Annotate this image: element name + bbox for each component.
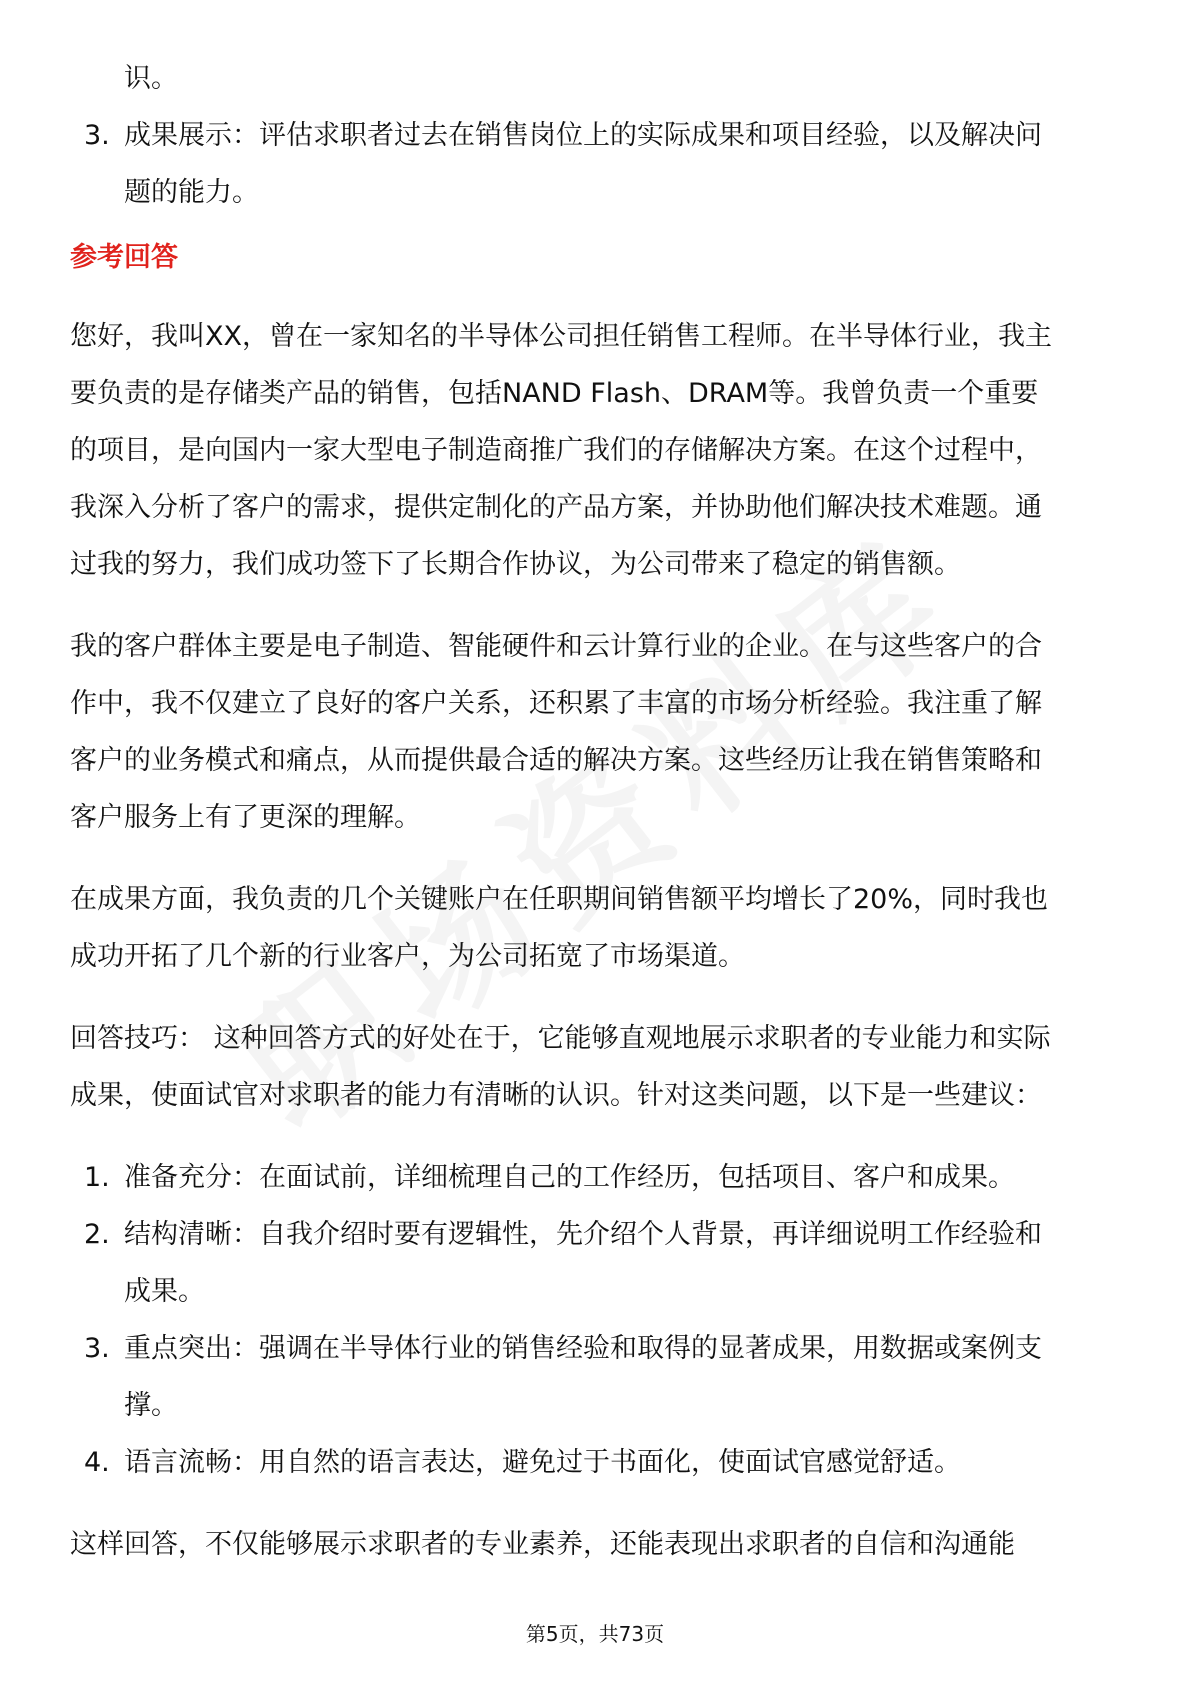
paragraph-line: 在成果方面，我负责的几个关键账户在任职期间销售额平均增长了20%，同时我也 xyxy=(70,884,1049,915)
paragraph-line: 您好，我叫XX，曾在一家知名的半导体公司担任销售工程师。在半导体行业，我主 xyxy=(70,321,1052,352)
paragraph-line: 作中，我不仅建立了良好的客户关系，还积累了丰富的市场分析经验。我注重了解 xyxy=(70,688,1042,719)
list-continuation-line: 识。 xyxy=(124,63,178,94)
tip-item-2 xyxy=(70,1206,1130,1320)
list-number: 3. xyxy=(84,120,110,151)
list-text: 准备充分：在面试前，详细梳理自己的工作经历，包括项目、客户和成果。 xyxy=(124,1162,1015,1193)
paragraph-line: 这样回答，不仅能够展示求职者的专业素养，还能表现出求职者的自信和沟通能 xyxy=(70,1529,1015,1560)
assessment-list-item-3 xyxy=(70,107,1130,221)
list-number: 1. xyxy=(84,1162,110,1193)
list-number: 2. xyxy=(84,1219,110,1250)
paragraph-line: 的项目，是向国内一家大型电子制造商推广我们的存储解决方案。在这个过程中， xyxy=(70,435,1042,466)
paragraph-line: 成果，使面试官对求职者的能力有清晰的认识。针对这类问题，以下是一些建议： xyxy=(70,1080,1042,1111)
paragraph-line: 我的客户群体主要是电子制造、智能硬件和云计算行业的企业。在与这些客户的合 xyxy=(70,631,1042,662)
paragraph-line: 回答技巧： 这种回答方式的好处在于，它能够直观地展示求职者的专业能力和实际 xyxy=(70,1023,1051,1054)
paragraph-line: 我深入分析了客户的需求，提供定制化的产品方案，并协助他们解决技术难题。通 xyxy=(70,492,1042,523)
paragraph-line: 客户服务上有了更深的理解。 xyxy=(70,802,421,833)
list-text: 结构清晰：自我介绍时要有逻辑性，先介绍个人背景，再详细说明工作经验和 xyxy=(124,1219,1042,1250)
list-text-continuation: 题的能力。 xyxy=(124,177,259,208)
list-text: 成果展示：评估求职者过去在销售岗位上的实际成果和项目经验，以及解决问 xyxy=(124,120,1042,151)
answer-paragraph-2 xyxy=(70,618,1130,846)
list-text: 语言流畅：用自然的语言表达，避免过于书面化，使面试官感觉舒适。 xyxy=(124,1447,961,1478)
list-text-continuation: 撑。 xyxy=(124,1390,178,1421)
section-heading: 参考回答 xyxy=(70,242,178,273)
list-text: 重点突出：强调在半导体行业的销售经验和取得的显著成果，用数据或案例支 xyxy=(124,1333,1042,1364)
paragraph-line: 客户的业务模式和痛点，从而提供最合适的解决方案。这些经历让我在销售策略和 xyxy=(70,745,1042,776)
tips-list xyxy=(70,1149,1130,1491)
page-number: 第5页，共73页 xyxy=(525,1622,665,1646)
tip-item-4 xyxy=(70,1434,1130,1491)
list-text-continuation: 成果。 xyxy=(124,1276,205,1307)
answer-paragraph-3 xyxy=(70,871,1130,985)
closing-paragraph xyxy=(70,1516,1130,1573)
document-body xyxy=(70,50,1130,1573)
tip-item-1 xyxy=(70,1149,1130,1206)
answer-paragraph-1 xyxy=(70,308,1130,593)
list-number: 3. xyxy=(84,1333,110,1364)
tip-item-3 xyxy=(70,1320,1130,1434)
paragraph-line: 成功开拓了几个新的行业客户，为公司拓宽了市场渠道。 xyxy=(70,941,745,972)
tips-intro-paragraph xyxy=(70,1010,1130,1124)
list-number: 4. xyxy=(84,1447,110,1478)
paragraph-line: 要负责的是存储类产品的销售，包括NAND Flash、DRAM等。我曾负责一个重要 xyxy=(70,378,1039,409)
paragraph-line: 过我的努力，我们成功签下了长期合作协议，为公司带来了稳定的销售额。 xyxy=(70,549,961,580)
